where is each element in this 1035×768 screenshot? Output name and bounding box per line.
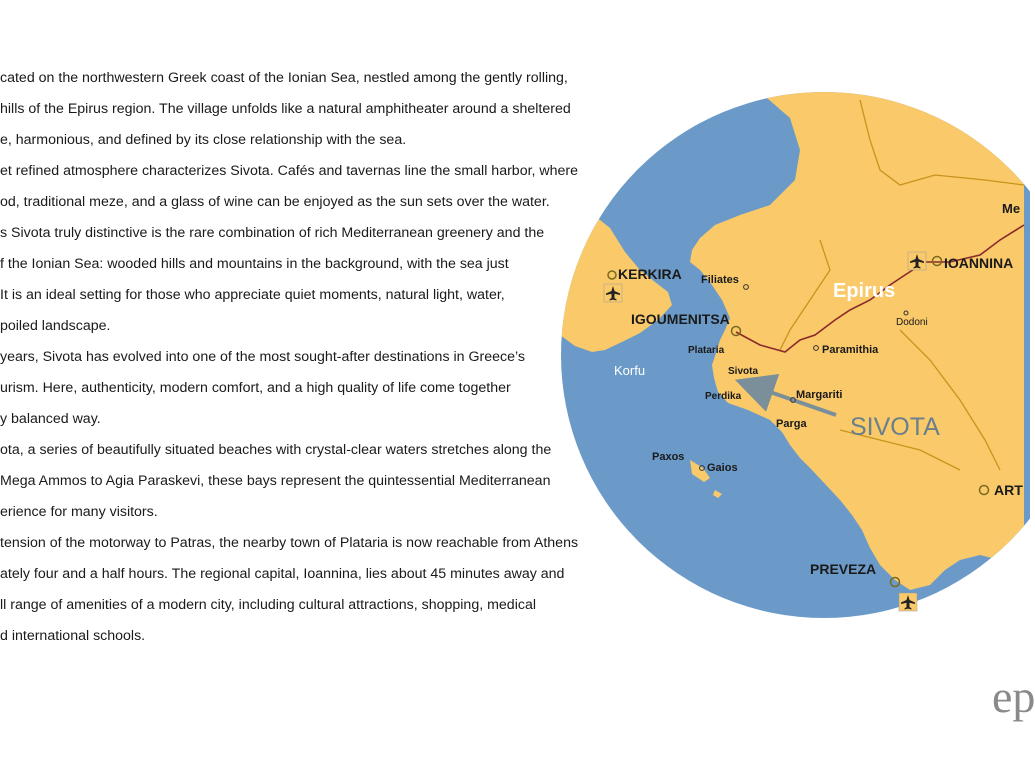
airport-icon-ioannina <box>908 252 926 270</box>
label-korfu: Korfu <box>614 363 646 378</box>
label-gaios: Gaios <box>707 462 738 474</box>
text-line: Mega Ammos to Agia Paraskevi, these bays represent the quintessential Mediterranean <box>0 473 551 489</box>
label-dodoni: Dodoni <box>896 317 928 328</box>
text-line: years, Sivota has evolved into one of the most sought-after destinations in Greece’s <box>0 349 525 365</box>
brand-logo: ep <box>992 671 1035 722</box>
label-perdika: Perdika <box>705 391 742 402</box>
label-igoumenitsa: IGOUMENITSA <box>631 311 730 327</box>
label-paxos: Paxos <box>652 451 685 463</box>
label-arta: ART <box>994 482 1023 498</box>
label-margariti: Margariti <box>796 389 843 401</box>
map-circle <box>550 80 1030 640</box>
label-ioannina: IOANNINA <box>944 255 1014 271</box>
text-line: e, harmonious, and defined by its close relationship with the sea. <box>0 132 407 148</box>
airport-icon-kerkira <box>604 284 622 302</box>
label-filiates: Filiates <box>701 274 739 286</box>
text-line: erience for many visitors. <box>0 504 158 520</box>
text-line: poiled landscape. <box>0 318 111 334</box>
text-line: ately four and a half hours. The regional capital, Ioannina, lies about 45 minutes away and <box>0 566 565 582</box>
text-line: s Sivota truly distinctive is the rare combination of rich Mediterranean greenery and the <box>0 225 545 241</box>
text-line: urism. Here, authenticity, modern comfort, and a high quality of life come together <box>0 380 511 396</box>
airport-icon-preveza <box>899 593 917 611</box>
label-kerkira: KERKIRA <box>618 266 682 282</box>
text-line: d international schools. <box>0 628 146 644</box>
label-parga: Parga <box>776 418 807 430</box>
text-line: y balanced way. <box>0 411 101 427</box>
label-preveza: PREVEZA <box>810 561 877 577</box>
text-line: hills of the Epirus region. The village unfolds like a natural amphitheater around a sheltered <box>0 101 571 117</box>
label-plataria: Plataria <box>688 345 725 356</box>
text-line: ota, a series of beautifully situated beaches with crystal-clear waters stretches along the <box>0 442 552 458</box>
label-epirus: Epirus <box>833 280 896 302</box>
label-paramithia: Paramithia <box>822 344 879 356</box>
text-line: cated on the northwestern Greek coast of the Ionian Sea, nestled among the gently rolling, <box>0 70 568 86</box>
text-line: od, traditional meze, and a glass of wine can be enjoyed as the sun sets over the water. <box>0 194 550 210</box>
text-line: ll range of amenities of a modern city, including cultural attractions, shopping, medical <box>0 597 536 613</box>
label-sivota-small: Sivota <box>728 366 759 377</box>
text-line: It is an ideal setting for those who appreciate quiet moments, natural light, water, <box>0 287 505 303</box>
text-line: tension of the motorway to Patras, the nearby town of Plataria is now reachable from Athens <box>0 535 579 551</box>
text-line: f the Ionian Sea: wooded hills and mountains in the background, with the sea just <box>0 256 509 272</box>
label-metsovo: Me <box>1002 201 1021 216</box>
text-line: et refined atmosphere characterizes Sivota. Cafés and tavernas line the small harbor, where <box>0 163 579 179</box>
label-sivota-highlight: SIVOTA <box>850 413 940 441</box>
